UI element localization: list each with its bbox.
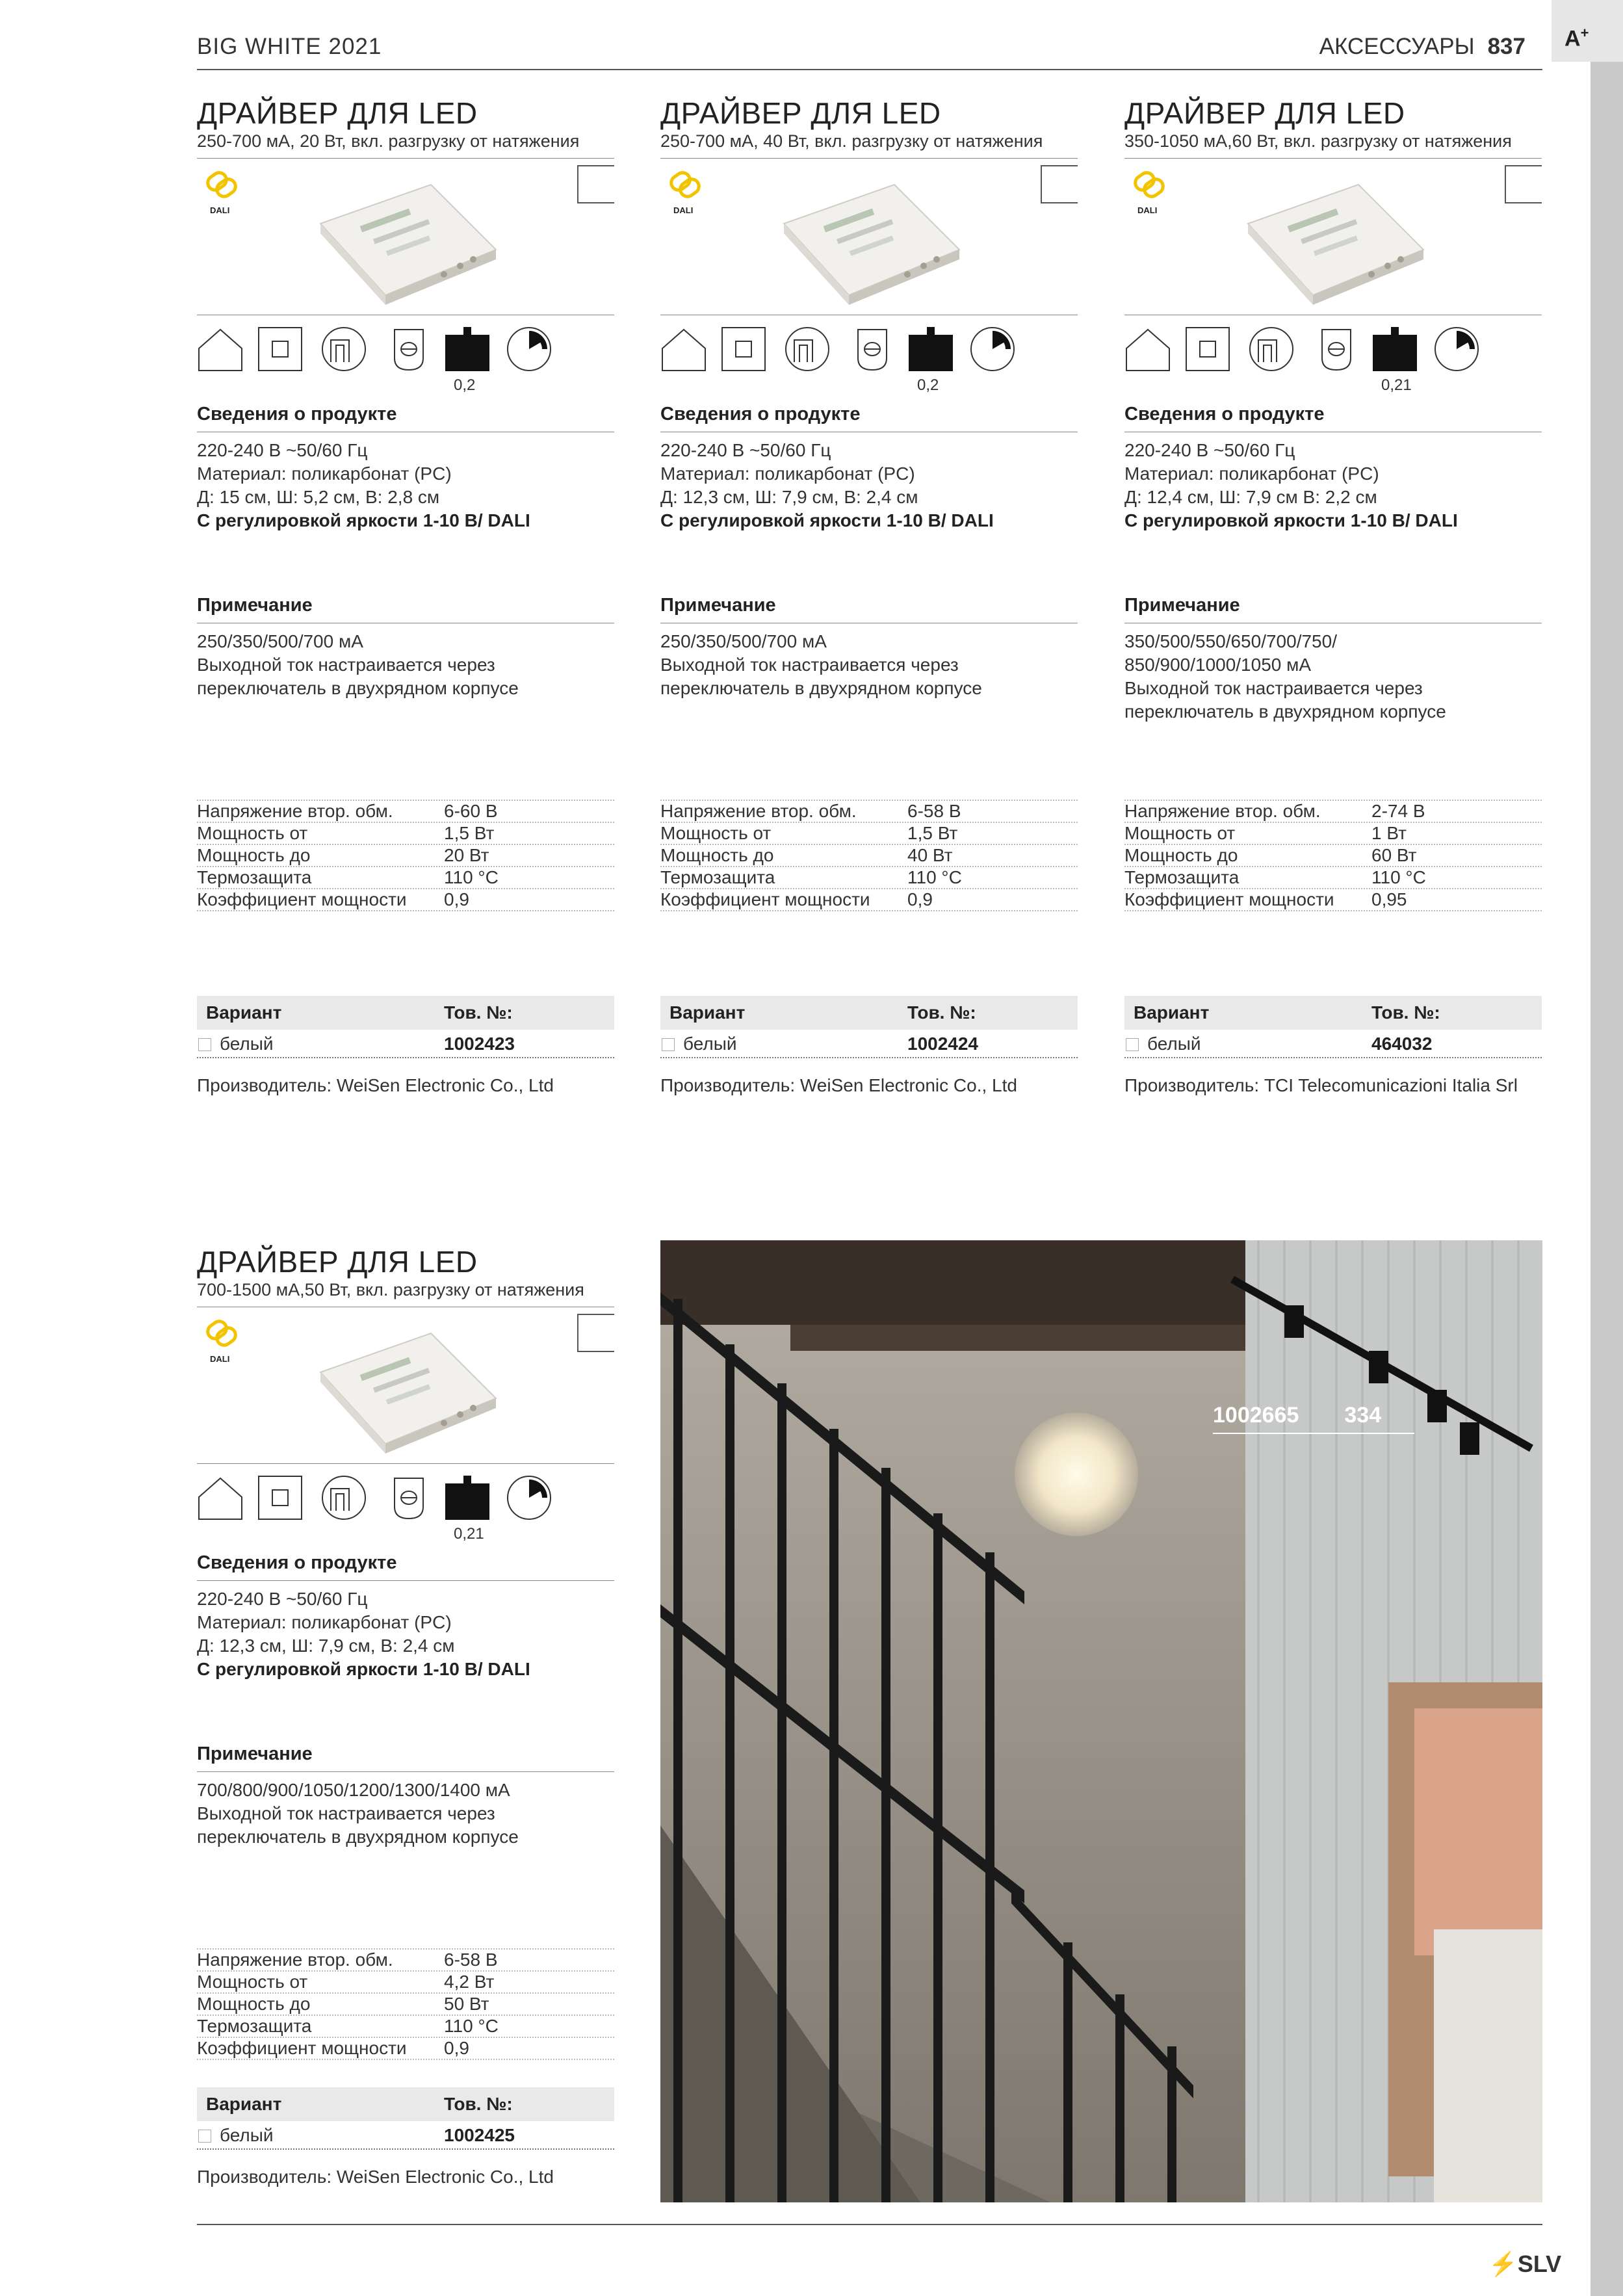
- weight-value: 0,21: [1381, 376, 1412, 394]
- note-rule: [197, 1771, 614, 1772]
- temperature-protection-icon: [320, 326, 367, 372]
- spec-row: [197, 800, 614, 822]
- spec-label: Мощность от: [1124, 823, 1236, 843]
- weight-value: 0,21: [454, 1525, 484, 1543]
- spec-label: Напряжение втор. обм.: [660, 801, 857, 821]
- spec-row: [660, 800, 1078, 822]
- info-line: 220-240 В ~50/60 Гц: [197, 1589, 368, 1609]
- info-text: [1124, 439, 1542, 532]
- dimming-info: С регулировкой яркости 1-10 В/ DALI: [197, 510, 530, 530]
- item-number-label: Тов. №:: [444, 1002, 513, 1023]
- feature-icons: [197, 1464, 614, 1542]
- item-number: 1002423: [444, 1034, 515, 1054]
- spec-row: [660, 866, 1078, 888]
- note-heading: Примечание: [1124, 595, 1240, 616]
- spec-label: Мощность от: [660, 823, 772, 843]
- specs-table: [197, 1948, 614, 2060]
- weight-value: 0,2: [917, 376, 939, 394]
- item-number-label: Тов. №:: [907, 1002, 976, 1023]
- footer-rule: [197, 2224, 1542, 2225]
- note-line: 350/500/550/650/700/750/: [1124, 631, 1337, 651]
- dimming-info: С регулировкой яркости 1-10 В/ DALI: [1124, 510, 1458, 530]
- variant-label: Вариант: [206, 1002, 282, 1023]
- variant-color: белый: [683, 1034, 737, 1054]
- spec-value: 1,5 Вт: [907, 823, 958, 843]
- info-line: 220-240 В ~50/60 Гц: [660, 440, 831, 460]
- variant-checkbox[interactable]: [198, 2130, 211, 2143]
- product-subtitle: 700-1500 мА,50 Вт, вкл. разгрузку от натяжения: [197, 1280, 584, 1299]
- spec-label: Напряжение втор. обм.: [1124, 801, 1321, 821]
- variant-header: [660, 996, 1078, 1030]
- temperature-protection-icon: [1248, 326, 1295, 372]
- note-text: [197, 630, 614, 700]
- spec-value: 40 Вт: [907, 845, 953, 865]
- indoor-use-icon: [197, 1474, 244, 1521]
- spec-label: Термозащита: [197, 867, 312, 887]
- ballast-protection-icon: [385, 1474, 432, 1521]
- spec-value: 50 Вт: [444, 1994, 489, 2014]
- info-text: [197, 1587, 614, 1681]
- product-subtitle: 350-1050 мА,60 Вт, вкл. разгрузку от натяжения: [1124, 131, 1512, 151]
- spec-row: [1124, 822, 1542, 844]
- spec-value: 0,9: [444, 2038, 469, 2058]
- ballast-protection-icon: [1313, 326, 1360, 372]
- variant-header: [197, 996, 614, 1030]
- spec-row: [660, 822, 1078, 844]
- corner-marker: [1505, 165, 1542, 203]
- product-card: [660, 96, 1078, 700]
- spec-label: Мощность до: [197, 845, 311, 865]
- spec-label: Мощность до: [660, 845, 774, 865]
- item-number: 1002425: [444, 2125, 515, 2145]
- indoor-use-icon: [197, 326, 244, 372]
- product-title: ДРАЙВЕР ДЛЯ LED: [660, 96, 941, 130]
- page-number: 837: [1487, 34, 1526, 59]
- manufacturer: Производитель: WeiSen Electronic Co., Ltd: [197, 2167, 554, 2187]
- spec-row: [197, 1948, 614, 1970]
- spec-row: [197, 1992, 614, 2015]
- led-driver-image: [771, 178, 966, 308]
- product-image-row: [197, 1307, 614, 1463]
- info-line: Материал: поликарбонат (PC): [197, 463, 452, 484]
- dali-icon: [1126, 170, 1171, 216]
- variant-row: [197, 2122, 614, 2150]
- note-line: переключатель в двухрядном корпусе: [197, 678, 519, 698]
- variant-header: [1124, 996, 1542, 1030]
- spec-row: [197, 2037, 614, 2060]
- spec-row: [197, 888, 614, 911]
- feature-icons: [660, 315, 1078, 393]
- variant-checkbox[interactable]: [1126, 1038, 1139, 1051]
- note-line: Выходной ток настраивается через: [197, 655, 495, 675]
- spec-label: Термозащита: [1124, 867, 1240, 887]
- item-number: 1002424: [907, 1034, 979, 1054]
- specs-table: [660, 800, 1078, 911]
- spec-value: 0,9: [444, 889, 469, 909]
- manufacturer: Производитель: WeiSen Electronic Co., Ltd: [197, 1075, 554, 1095]
- slv-logo: ⚡SLV: [1488, 2250, 1562, 2277]
- dimmable-icon: [506, 326, 552, 372]
- dimming-info: С регулировкой яркости 1-10 В/ DALI: [197, 1659, 530, 1679]
- note-line: 250/350/500/700 мА: [197, 631, 363, 651]
- indoor-use-icon: [660, 326, 707, 372]
- info-line: Д: 12,3 см, Ш: 7,9 см, В: 2,4 см: [660, 487, 918, 507]
- spec-label: Мощность до: [197, 1994, 311, 2014]
- spec-row: [197, 822, 614, 844]
- installation-box-icon: [720, 326, 767, 372]
- photo-item-numbers: [1213, 1403, 1427, 1428]
- spec-label: Коэффициент мощности: [197, 889, 407, 909]
- product-subtitle: 250-700 мА, 20 Вт, вкл. разгрузку от натяжения: [197, 131, 580, 151]
- header-rule: [197, 69, 1542, 70]
- spec-value: 20 Вт: [444, 845, 489, 865]
- staircase-scene: [660, 1240, 1542, 2202]
- info-line: Материал: поликарбонат (PC): [1124, 463, 1379, 484]
- info-line: 220-240 В ~50/60 Гц: [197, 440, 368, 460]
- note-heading: Примечание: [197, 595, 313, 616]
- catalog-title: BIG WHITE 2021: [197, 34, 382, 59]
- spec-row: [197, 1970, 614, 1992]
- product-title: ДРАЙВЕР ДЛЯ LED: [1124, 96, 1405, 130]
- note-line: переключатель в двухрядном корпусе: [197, 1827, 519, 1847]
- variant-label: Вариант: [206, 2094, 282, 2114]
- info-heading: Сведения о продукте: [660, 404, 861, 424]
- note-text: [1124, 630, 1542, 724]
- spec-value: 6-60 В: [444, 801, 498, 821]
- interior-photo: [660, 1240, 1542, 2202]
- info-line: Материал: поликарбонат (PC): [197, 1612, 452, 1632]
- variant-checkbox[interactable]: [198, 1038, 211, 1051]
- svg-text:DALI: DALI: [1137, 205, 1158, 215]
- info-line: Д: 12,3 см, Ш: 7,9 см, В: 2,4 см: [197, 1636, 455, 1656]
- spec-value: 110 °C: [1371, 867, 1426, 887]
- spec-value: 0,95: [1371, 889, 1407, 909]
- manufacturer: Производитель: TCI Telecomunicazioni Italia Srl: [1124, 1075, 1518, 1095]
- info-line: Материал: поликарбонат (PC): [660, 463, 915, 484]
- spec-label: Мощность от: [197, 1972, 308, 1992]
- ballast-protection-icon: [849, 326, 896, 372]
- note-line: переключатель в двухрядном корпусе: [660, 678, 982, 698]
- product-card: [1124, 96, 1542, 724]
- spec-row: [660, 888, 1078, 911]
- note-text: [197, 1779, 614, 1849]
- side-bar: [1591, 0, 1623, 2296]
- variant-label: Вариант: [669, 1002, 746, 1023]
- variant-row: [660, 1031, 1078, 1058]
- temperature-protection-icon: [784, 326, 831, 372]
- note-heading: Примечание: [197, 1743, 313, 1764]
- variant-color: белый: [1147, 1034, 1201, 1054]
- spec-label: Термозащита: [660, 867, 775, 887]
- svg-text:DALI: DALI: [210, 1354, 230, 1364]
- note-text: [660, 630, 1078, 700]
- spec-value: 110 °C: [907, 867, 962, 887]
- spec-row: [1124, 888, 1542, 911]
- spec-value: 60 Вт: [1371, 845, 1417, 865]
- product-subtitle: 250-700 мА, 40 Вт, вкл. разгрузку от натяжения: [660, 131, 1043, 151]
- product-card: [197, 96, 614, 700]
- note-line: 250/350/500/700 мА: [660, 631, 827, 651]
- info-heading: Сведения о продукте: [197, 404, 397, 424]
- dali-icon: [198, 1319, 244, 1364]
- spec-label: Напряжение втор. обм.: [197, 801, 393, 821]
- item-number: 464032: [1371, 1034, 1433, 1054]
- weight-icon: [444, 326, 491, 372]
- corner-marker: [1041, 165, 1078, 203]
- dimmable-icon: [506, 1474, 552, 1521]
- item-number-label: Тов. №:: [1371, 1002, 1440, 1023]
- spec-row: [660, 844, 1078, 866]
- info-heading: Сведения о продукте: [197, 1552, 397, 1573]
- temperature-protection-icon: [320, 1474, 367, 1521]
- variant-color: белый: [220, 2125, 274, 2145]
- dimmable-icon: [1433, 326, 1480, 372]
- spec-value: 110 °C: [444, 2016, 499, 2036]
- svg-text:DALI: DALI: [673, 205, 694, 215]
- info-line: 220-240 В ~50/60 Гц: [1124, 440, 1295, 460]
- info-text: [660, 439, 1078, 532]
- section-tab-label: A+: [1565, 25, 1589, 51]
- variant-color: белый: [220, 1034, 274, 1054]
- note-line: 700/800/900/1050/1200/1300/1400 мА: [197, 1780, 510, 1800]
- installation-box-icon: [1184, 326, 1231, 372]
- spec-row: [197, 844, 614, 866]
- spec-value: 0,9: [907, 889, 933, 909]
- feature-icons: [1124, 315, 1542, 393]
- spec-value: 1,5 Вт: [444, 823, 495, 843]
- product-title: ДРАЙВЕР ДЛЯ LED: [197, 96, 478, 130]
- note-line: Выходной ток настраивается через: [197, 1803, 495, 1823]
- spec-value: 4,2 Вт: [444, 1972, 495, 1992]
- info-text: [197, 439, 614, 532]
- ballast-protection-icon: [385, 326, 432, 372]
- note-line: Выходной ток настраивается через: [660, 655, 959, 675]
- spec-row: [1124, 844, 1542, 866]
- product-image-row: [660, 159, 1078, 315]
- spec-value: 110 °C: [444, 867, 499, 887]
- feature-icons: [197, 315, 614, 393]
- product-card: [197, 1245, 614, 1849]
- installation-box-icon: [257, 1474, 304, 1521]
- note-line: 850/900/1000/1050 мА: [1124, 655, 1312, 675]
- spec-row: [1124, 866, 1542, 888]
- section-title: АКСЕССУАРЫ 837: [1319, 34, 1526, 59]
- spec-row: [197, 2015, 614, 2037]
- photo-item-b: 334: [1344, 1403, 1382, 1428]
- info-heading: Сведения о продукте: [1124, 404, 1325, 424]
- spec-label: Термозащита: [197, 2016, 312, 2036]
- svg-text:DALI: DALI: [210, 205, 230, 215]
- spec-row: [197, 866, 614, 888]
- spec-row: [1124, 800, 1542, 822]
- dimmable-icon: [969, 326, 1016, 372]
- spec-label: Коэффициент мощности: [197, 2038, 407, 2058]
- product-image-row: [1124, 159, 1542, 315]
- spec-value: 1 Вт: [1371, 823, 1407, 843]
- item-number-label: Тов. №:: [444, 2094, 513, 2114]
- corner-marker: [577, 165, 614, 203]
- spec-label: Коэффициент мощности: [660, 889, 870, 909]
- product-image-row: [197, 159, 614, 315]
- dali-icon: [662, 170, 707, 216]
- specs-table: [1124, 800, 1542, 911]
- spec-label: Напряжение втор. обм.: [197, 1950, 393, 1970]
- weight-icon: [907, 326, 954, 372]
- spec-value: 2-74 В: [1371, 801, 1425, 821]
- led-driver-image: [307, 1327, 502, 1457]
- spec-value: 6-58 В: [444, 1950, 498, 1970]
- variant-row: [197, 1031, 614, 1058]
- spec-label: Мощность от: [197, 823, 308, 843]
- installation-box-icon: [257, 326, 304, 372]
- dali-icon: [198, 170, 244, 216]
- variant-label: Вариант: [1134, 1002, 1210, 1023]
- note-line: переключатель в двухрядном корпусе: [1124, 701, 1446, 722]
- corner-marker: [577, 1314, 614, 1352]
- product-title: ДРАЙВЕР ДЛЯ LED: [197, 1245, 478, 1279]
- manufacturer: Производитель: WeiSen Electronic Co., Ltd: [660, 1075, 1017, 1095]
- photo-item-a: 1002665: [1213, 1403, 1299, 1428]
- variant-checkbox[interactable]: [662, 1038, 675, 1051]
- specs-table: [197, 800, 614, 911]
- variant-header: [197, 2087, 614, 2121]
- spec-value: 6-58 В: [907, 801, 961, 821]
- dimming-info: С регулировкой яркости 1-10 В/ DALI: [660, 510, 994, 530]
- info-line: Д: 15 см, Ш: 5,2 см, В: 2,8 см: [197, 487, 440, 507]
- spec-label: Коэффициент мощности: [1124, 889, 1334, 909]
- indoor-use-icon: [1124, 326, 1171, 372]
- led-driver-image: [1235, 178, 1430, 308]
- info-rule: [197, 1580, 614, 1581]
- photo-label-underline: [1213, 1433, 1414, 1434]
- note-line: Выходной ток настраивается через: [1124, 678, 1423, 698]
- variant-row: [1124, 1031, 1542, 1058]
- weight-value: 0,2: [454, 376, 476, 394]
- weight-icon: [1371, 326, 1418, 372]
- note-heading: Примечание: [660, 595, 776, 616]
- spec-label: Мощность до: [1124, 845, 1238, 865]
- led-driver-image: [307, 178, 502, 308]
- info-line: Д: 12,4 см, Ш: 7,9 см В: 2,2 см: [1124, 487, 1377, 507]
- weight-icon: [444, 1474, 491, 1521]
